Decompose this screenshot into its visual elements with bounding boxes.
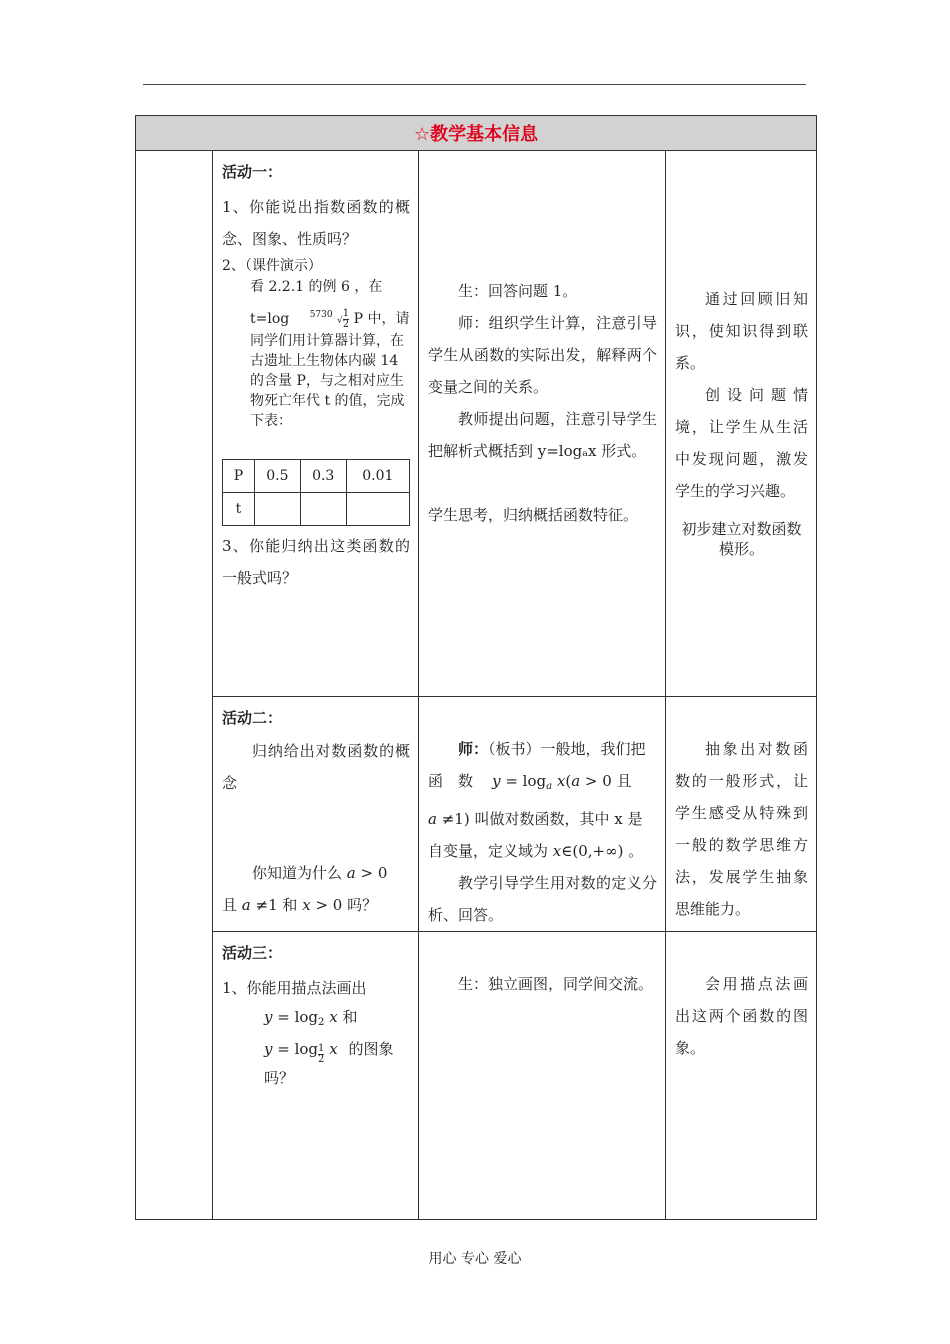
activity2-process-c: a ≠1) 叫做对数函数，其中 x 是自变量，定义域为 x∈(0,+∞) 。 <box>428 810 644 860</box>
process-line: 生：回答问题 1。 <box>458 282 578 300</box>
activity2-cell <box>213 697 419 932</box>
top-rule <box>143 84 806 85</box>
activity2-title: 活动二： <box>222 709 283 727</box>
activity3-q1-a: 1、你能用描点法画出 <box>222 979 367 997</box>
activity2-process-b: 函 数 $y = \log_a x(a > 0$ 且 <box>428 772 632 792</box>
activity2-process-cell <box>419 697 666 932</box>
table-cell <box>300 493 346 526</box>
process-line: 师：组织学生计算，注意引导学生从函数的实际出发，解释两个变量之间的关系。 <box>428 314 657 396</box>
activity3-process: 生：独立画图，同学间交流。 <box>458 975 654 993</box>
activity2-q2: 你知道为什么 a > 0 <box>252 864 388 882</box>
table-cell <box>255 493 301 526</box>
intent-line: 创设问题情境，让学生从生活中发现问题，激发学生的学习兴趣。 <box>675 386 809 500</box>
table-cell: 0.5 <box>255 460 301 493</box>
table-cell: 0.3 <box>300 460 346 493</box>
p-t-table <box>222 459 410 526</box>
activity3-intent-cell <box>666 932 817 1220</box>
activity1-title: 活动一： <box>222 163 283 181</box>
activity2-process-a: 师：（板书）一般地，我们把 <box>458 740 646 758</box>
activity1-q2-text-a: 看 2.2.1 的例 6 ，在 <box>250 279 383 295</box>
activity3-cell <box>213 932 419 1220</box>
activity2-q2-cont: 且 a ≠1 和 x > 0 吗？ <box>222 896 378 914</box>
activity2-process-f: 教学引导学生用对数的定义分析、回答。 <box>428 874 657 924</box>
activity3-process-cell <box>419 932 666 1220</box>
activity1-q2-intro: 2、（课件演示） <box>222 258 322 274</box>
activity1-q2-text-b: 同学们用计算器计算，在古遗址上生物体内碳 14 的含量 P，与之相对应生物死亡年代 t 的值，完成下表： <box>250 333 405 429</box>
activity3-formula-2: y = log $\frac{1}{2}$ x 的图象吗？ <box>264 1040 394 1087</box>
lesson-table <box>135 115 817 1220</box>
activity1-q1: 1、你能说出指数函数的概念、图象、性质吗？ <box>222 198 410 248</box>
activity1-q3: 3、你能归纳出这类函数的一般式吗？ <box>222 537 410 587</box>
activity3-title: 活动三： <box>222 944 283 962</box>
table-cell: t <box>223 493 255 526</box>
table-header: ☆教学基本信息 <box>136 116 817 151</box>
table-cell <box>346 493 409 526</box>
left-blank-column <box>136 151 213 1220</box>
table-cell: 0.01 <box>346 460 409 493</box>
activity1-process-cell <box>419 151 666 697</box>
activity2-intent-cell <box>666 697 817 932</box>
activity3-intent: 会用描点法画出这两个函数的图象。 <box>675 975 809 1057</box>
activity3-formula-1: $y = \log_2 x$ 和 <box>264 1008 358 1028</box>
activity1-intent-cell <box>666 151 817 697</box>
activity2-q1: 归纳给出对数函数的概念 <box>222 742 410 792</box>
process-line: 学生思考，归纳概括函数特征。 <box>428 506 639 524</box>
activity1-q2-formula: t=log $^{5730}$ √ $\frac{1}{2}$ P 中，请 <box>250 307 410 330</box>
activity1-cell <box>213 151 419 697</box>
activity2-intent: 抽象出对数函数的一般形式，让学生感受从特殊到一般的数学思维方法，发展学生抽象思维能力。 <box>675 740 809 918</box>
intent-line: 通过回顾旧知识，使知识得到联系。 <box>675 290 809 372</box>
intent-line: 初步建立对数函数模形。 <box>681 520 802 558</box>
table-cell: P <box>223 460 255 493</box>
page-footer: 用心 专心 爱心 <box>428 1251 522 1267</box>
process-line: 教师提出问题，注意引导学生把解析式概括到 y=logₐx 形式。 <box>428 410 657 460</box>
